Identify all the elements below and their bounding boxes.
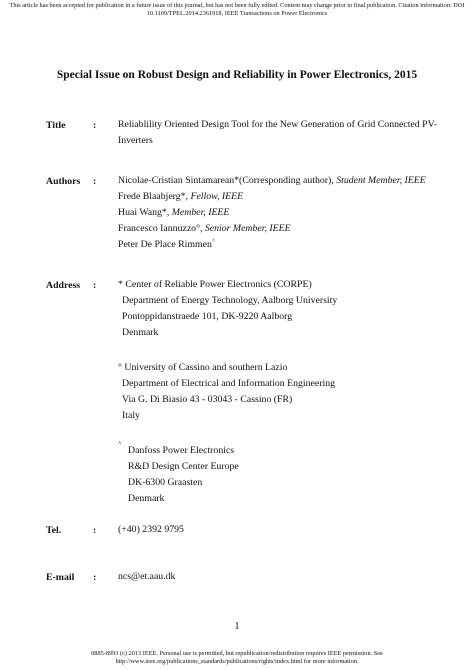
authors-colon: : [93,176,97,187]
address-1-line-3: Pontoppidanstraede 101, DK-9220 Aalborg [122,311,293,322]
author-4 [118,221,291,237]
tel-label: Tel. [46,525,62,536]
address-3-line-3: DK-6300 Graasten [128,477,203,488]
banner-line-1: This article has been accepted for publication in a future issue of this journal, but has not been fully edited. Content may change prior to final publication. Citation information: DOI [9,2,465,9]
author-5-mark: ^ [211,237,215,245]
author-3-name: Huai Wang*, [118,207,172,218]
footer-line-1: 0885-8993 (c) 2013 IEEE. Personal use is permitted, but republication/redistribution requires IEEE permission. See [91,650,383,657]
address-label: Address [46,280,81,291]
author-4-role: Senior Member, IEEE [204,223,291,234]
author-1 [118,173,426,189]
address-2-line-2: Department of Electrical and Information Engineering [122,378,335,389]
address-1-line-4: Denmark [122,327,159,338]
author-4-name: Francesco Iannuzzo°, [118,223,205,234]
banner-line-2: 10.1109/TPEL.2014.2361918, IEEE Transactions on Power Electronics [146,10,328,17]
address-1-mark: * [118,279,123,290]
author-1-role: Student Member, IEEE [336,175,426,186]
address-colon: : [93,280,97,291]
author-1-name: Nicolae-Cristian Sintamarean*(Corresponding author), [118,175,337,186]
address-1-line-1 [118,277,312,293]
author-2-name: Frede Blaabjerg*, [118,191,191,202]
author-5-name: Peter De Place Rimmen [118,239,212,250]
journal-banner [0,2,474,18]
address-2-mark: ° [118,362,122,373]
email-colon: : [93,572,97,583]
paper-title-line-1: Reliablility Oriented Design Tool for the New Generation of Grid Connected PV- [118,119,438,130]
footer-line-2: http://www.ieee.org/publications_standards/publications/rights/index.html for more information. [115,658,359,665]
address-2-line-1 [118,360,287,376]
tel-value: (+40) 2392 9795 [118,524,184,535]
paper-title-line-2: Inverters [118,135,153,146]
address-3-line-1: Danfoss Power Electronics [128,445,235,456]
authors-label: Authors [46,176,81,187]
author-3 [118,205,229,221]
title-label: Title [46,120,66,131]
author-2-role: Fellow, IEEE [190,191,244,202]
tel-colon: : [93,525,97,536]
address-2-line-4: Italy [122,410,140,421]
author-3-role: Member, IEEE [171,207,230,218]
author-5 [118,237,215,253]
address-3-line-2: R&D Design Center Europe [128,461,239,472]
email-label: E-mail [46,572,75,583]
address-1-line-2: Department of Energy Technology, Aalborg University [122,295,338,306]
author-2 [118,189,243,205]
address-2-line-1-text: University of Cassino and southern Lazio [124,362,288,373]
title-colon: : [93,120,97,131]
address-1-line-1-text: Center of Reliable Power Electronics (CORPE) [125,279,312,290]
document-title: Special Issue on Robust Design and Reliability in Power Electronics, 2015 [56,69,418,81]
email-value: ncs@et.aau.dk [118,571,176,582]
address-3-mark: ^ [118,440,122,448]
address-2-line-3: Via G. Di Biasio 43 - 03043 - Cassino (FR) [122,394,293,405]
address-3-line-4: Denmark [128,493,165,504]
copyright-footer [0,650,474,666]
page-number: 1 [234,621,240,632]
